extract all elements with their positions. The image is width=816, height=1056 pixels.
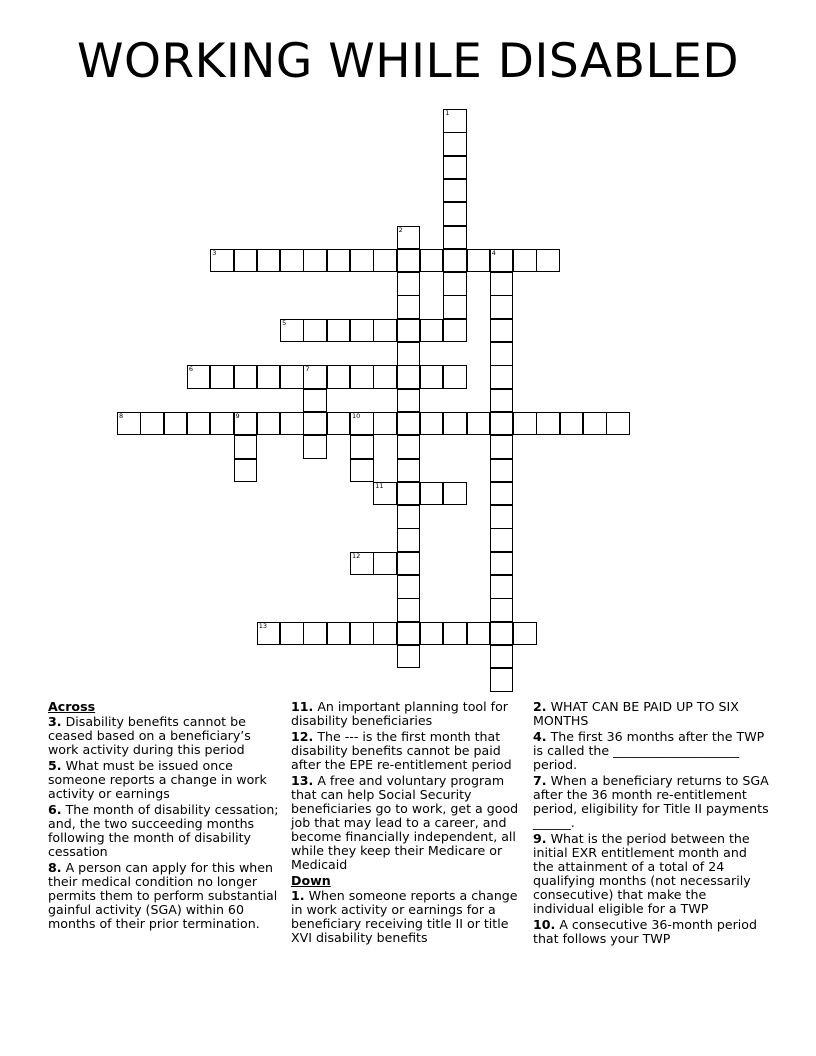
grid-cell[interactable]: [234, 365, 258, 389]
clue-item-text: What must be issued once someone reports a change in work activity or earnings: [48, 758, 267, 801]
clue-item-number: 13.: [291, 773, 314, 788]
clue-item-number: 5.: [48, 758, 62, 773]
grid-cell[interactable]: [513, 622, 537, 646]
grid-cell[interactable]: [187, 412, 211, 436]
across-header: Across: [48, 699, 96, 714]
down-clues-list: [291, 889, 527, 945]
clue-item-number: 1.: [291, 888, 305, 903]
clue-number: 13: [258, 621, 268, 630]
clue-item-text: When someone reports a change in work activity or earnings for a beneficiary receiving title II or title XVI disability benefits: [291, 888, 518, 945]
grid-cell[interactable]: [467, 412, 491, 436]
grid-cell[interactable]: [443, 319, 467, 343]
grid-cell[interactable]: [373, 482, 397, 506]
grid-cell[interactable]: [303, 412, 327, 436]
grid-cell[interactable]: [443, 249, 467, 273]
grid-cell[interactable]: [117, 412, 141, 436]
grid-cell[interactable]: [303, 622, 327, 646]
clue-item-text: What is the period between the initial EXR entitlement month and the attainment of a total of 24 qualifying months (not necessarily consecutive) that make the individual eligible for a TWP: [533, 831, 751, 916]
grid-cell[interactable]: [257, 622, 281, 646]
clue-item-text: WHAT CAN BE PAID UP TO SIX MONTHS: [533, 699, 739, 728]
grid-cell[interactable]: [210, 412, 234, 436]
clue-item: [291, 889, 527, 945]
grid-cell[interactable]: [397, 226, 421, 250]
grid-cell[interactable]: [490, 319, 514, 343]
grid-cell[interactable]: [397, 272, 421, 296]
clue-number: 1: [445, 109, 450, 117]
page-title: WORKING WHILE DISABLED: [76, 34, 740, 89]
grid-cell[interactable]: [280, 412, 304, 436]
clue-item-number: 10.: [533, 917, 556, 932]
grid-cell[interactable]: [443, 132, 467, 156]
clues-column-1: [48, 700, 284, 933]
grid-cell[interactable]: [350, 552, 374, 576]
clue-number: 9: [235, 411, 240, 420]
grid-cell[interactable]: [327, 622, 351, 646]
grid-cell[interactable]: [164, 412, 188, 436]
grid-cell[interactable]: [443, 202, 467, 226]
clue-number: 5: [282, 318, 287, 327]
grid-cell[interactable]: [373, 622, 397, 646]
clue-item-text: The first 36 months after the TWP is called the ____________________ period.: [533, 729, 765, 772]
grid-cell[interactable]: [350, 249, 374, 273]
grid-cell[interactable]: [420, 412, 444, 436]
grid-cell[interactable]: [490, 482, 514, 506]
clue-item-number: 12.: [291, 729, 314, 744]
grid-cell[interactable]: [513, 412, 537, 436]
grid-cell[interactable]: [443, 482, 467, 506]
grid-cell[interactable]: [234, 249, 258, 273]
grid-cell[interactable]: [397, 389, 421, 413]
grid-cell[interactable]: [420, 365, 444, 389]
grid-cell[interactable]: [490, 295, 514, 319]
grid-cell[interactable]: [397, 249, 421, 273]
clue-item: [533, 774, 769, 830]
grid-cell[interactable]: [327, 365, 351, 389]
grid-cell[interactable]: [443, 365, 467, 389]
grid-cell[interactable]: [397, 342, 421, 366]
clue-item-text: Disability benefits cannot be ceased based on a beneficiary’s work activity during this period: [48, 714, 251, 757]
grid-cell[interactable]: [303, 319, 327, 343]
grid-cell[interactable]: [443, 226, 467, 250]
clue-item: [533, 700, 769, 728]
grid-cell[interactable]: [350, 435, 374, 459]
clue-item-text: The month of disability cessation; and, the two succeeding months following the month of disability cessation: [48, 802, 279, 859]
grid-cell[interactable]: [397, 319, 421, 343]
grid-cell[interactable]: [536, 249, 560, 273]
grid-cell[interactable]: [490, 575, 514, 599]
grid-cell[interactable]: [397, 435, 421, 459]
grid-cell[interactable]: [397, 575, 421, 599]
clue-item-number: 6.: [48, 802, 62, 817]
grid-cell[interactable]: [443, 272, 467, 296]
clue-item: [48, 715, 284, 757]
grid-cell[interactable]: [234, 435, 258, 459]
grid-cell[interactable]: [443, 622, 467, 646]
grid-cell[interactable]: [490, 622, 514, 646]
grid-cell[interactable]: [467, 622, 491, 646]
grid-cell[interactable]: [467, 249, 491, 273]
grid-cell[interactable]: [420, 482, 444, 506]
clue-item: [48, 759, 284, 801]
grid-cell[interactable]: [303, 249, 327, 273]
clue-item-number: 7.: [533, 773, 547, 788]
grid-cell[interactable]: [490, 412, 514, 436]
grid-cell[interactable]: [397, 622, 421, 646]
grid-cell[interactable]: [280, 365, 304, 389]
grid-cell[interactable]: [443, 179, 467, 203]
clue-item: [533, 832, 769, 916]
grid-cell[interactable]: [513, 249, 537, 273]
across-clues-list: [48, 715, 284, 931]
grid-cell[interactable]: [397, 295, 421, 319]
clue-number: 10: [352, 411, 361, 420]
grid-cell[interactable]: [583, 412, 607, 436]
grid-cell[interactable]: [536, 412, 560, 436]
grid-cell[interactable]: [257, 365, 281, 389]
grid-cell[interactable]: [490, 342, 514, 366]
grid-cell[interactable]: [397, 365, 421, 389]
grid-cell[interactable]: [397, 459, 421, 483]
grid-cell[interactable]: [606, 412, 630, 436]
grid-cell[interactable]: [397, 482, 421, 506]
clue-number: 7: [305, 365, 310, 374]
grid-cell[interactable]: [257, 249, 281, 273]
grid-cell[interactable]: [490, 365, 514, 389]
grid-cell[interactable]: [420, 319, 444, 343]
grid-cell[interactable]: [443, 109, 467, 133]
clue-item-number: 8.: [48, 860, 62, 875]
grid-cell[interactable]: [373, 365, 397, 389]
clue-item-number: 2.: [533, 699, 547, 714]
grid-cell[interactable]: [397, 552, 421, 576]
down-clues-list-cont: [533, 700, 769, 946]
grid-cell[interactable]: [140, 412, 164, 436]
grid-cell[interactable]: [303, 365, 327, 389]
grid-cell[interactable]: [490, 249, 514, 273]
grid-cell[interactable]: [257, 412, 281, 436]
clue-number: 4: [491, 248, 496, 257]
grid-cell[interactable]: [303, 435, 327, 459]
grid-cell[interactable]: [490, 668, 514, 692]
grid-cell[interactable]: [327, 412, 351, 436]
grid-cell[interactable]: [373, 249, 397, 273]
grid-cell[interactable]: [443, 295, 467, 319]
grid-cell[interactable]: [187, 365, 211, 389]
grid-cell[interactable]: [490, 272, 514, 296]
grid-cell[interactable]: [350, 412, 374, 436]
down-header: Down: [291, 873, 331, 888]
grid-cell[interactable]: [280, 249, 304, 273]
grid-cell[interactable]: [234, 412, 258, 436]
clues-column-3: [533, 700, 769, 948]
clue-number: 6: [188, 365, 194, 374]
grid-cell[interactable]: [490, 552, 514, 576]
grid-cell[interactable]: [350, 319, 374, 343]
grid-cell[interactable]: [327, 319, 351, 343]
grid-cell[interactable]: [303, 389, 327, 413]
grid-cell[interactable]: [373, 552, 397, 576]
clue-item: [533, 730, 769, 772]
grid-cell[interactable]: [350, 459, 374, 483]
clue-item-number: 9.: [533, 831, 547, 846]
clue-item: [48, 803, 284, 859]
grid-cell[interactable]: [397, 598, 421, 622]
grid-cell[interactable]: [420, 622, 444, 646]
grid-cell[interactable]: [373, 319, 397, 343]
grid-cell[interactable]: [490, 389, 514, 413]
across-clues-list-cont: [291, 700, 527, 872]
clue-item: [291, 700, 527, 728]
clue-number: 2: [398, 225, 403, 234]
clue-item-text: When a beneficiary returns to SGA after the 36 month re-entitlement period, eligibility for Title II payments ______.: [533, 773, 769, 830]
grid-cell[interactable]: [490, 459, 514, 483]
grid-cell[interactable]: [373, 412, 397, 436]
grid-cell[interactable]: [280, 319, 304, 343]
clue-item: [533, 918, 769, 946]
clue-item-number: 4.: [533, 729, 547, 744]
clue-number: 12: [352, 551, 361, 560]
clue-item-number: 3.: [48, 714, 62, 729]
clue-item-number: 11.: [291, 699, 314, 714]
grid-cell[interactable]: [443, 412, 467, 436]
clue-number: 11: [375, 481, 384, 490]
clues-column-2: [291, 700, 527, 947]
clue-number: 8: [119, 411, 124, 420]
grid-cell[interactable]: [490, 435, 514, 459]
grid-cell[interactable]: [397, 505, 421, 529]
grid-cell[interactable]: [397, 645, 421, 669]
grid-cell[interactable]: [280, 622, 304, 646]
grid-cell[interactable]: [350, 622, 374, 646]
grid-cell[interactable]: [490, 528, 514, 552]
grid-cell[interactable]: [210, 365, 234, 389]
grid-cell[interactable]: [443, 156, 467, 180]
clue-item: [291, 774, 527, 872]
grid-cell[interactable]: [490, 645, 514, 669]
grid-cell[interactable]: [350, 365, 374, 389]
clue-number: 3: [212, 248, 217, 257]
clue-item: [48, 861, 284, 931]
grid-cell[interactable]: [490, 505, 514, 529]
grid-cell[interactable]: [560, 412, 584, 436]
clue-item-text: A consecutive 36-month period that follows your TWP: [533, 917, 757, 946]
grid-cell[interactable]: [397, 412, 421, 436]
clue-item-text: The --- is the first month that disability benefits cannot be paid after the EPE re-entitlement period: [291, 729, 512, 772]
grid-cell[interactable]: [490, 598, 514, 622]
clue-item-text: An important planning tool for disability beneficiaries: [291, 699, 508, 728]
grid-cell[interactable]: [397, 528, 421, 552]
clue-item: [291, 730, 527, 772]
grid-cell[interactable]: [327, 249, 351, 273]
grid-cell[interactable]: [210, 249, 234, 273]
grid-cell[interactable]: [234, 459, 258, 483]
clue-item-text: A person can apply for this when their medical condition no longer permits them to perform substantial gainful activity (SGA) within 60 months of their prior termination.: [48, 860, 278, 931]
grid-cell[interactable]: [420, 249, 444, 273]
clue-item-text: A free and voluntary program that can help Social Security beneficiaries go to work, get a good job that may lead to a career, and become financially independent, all while they keep their Medicare or Medicaid: [291, 773, 519, 872]
